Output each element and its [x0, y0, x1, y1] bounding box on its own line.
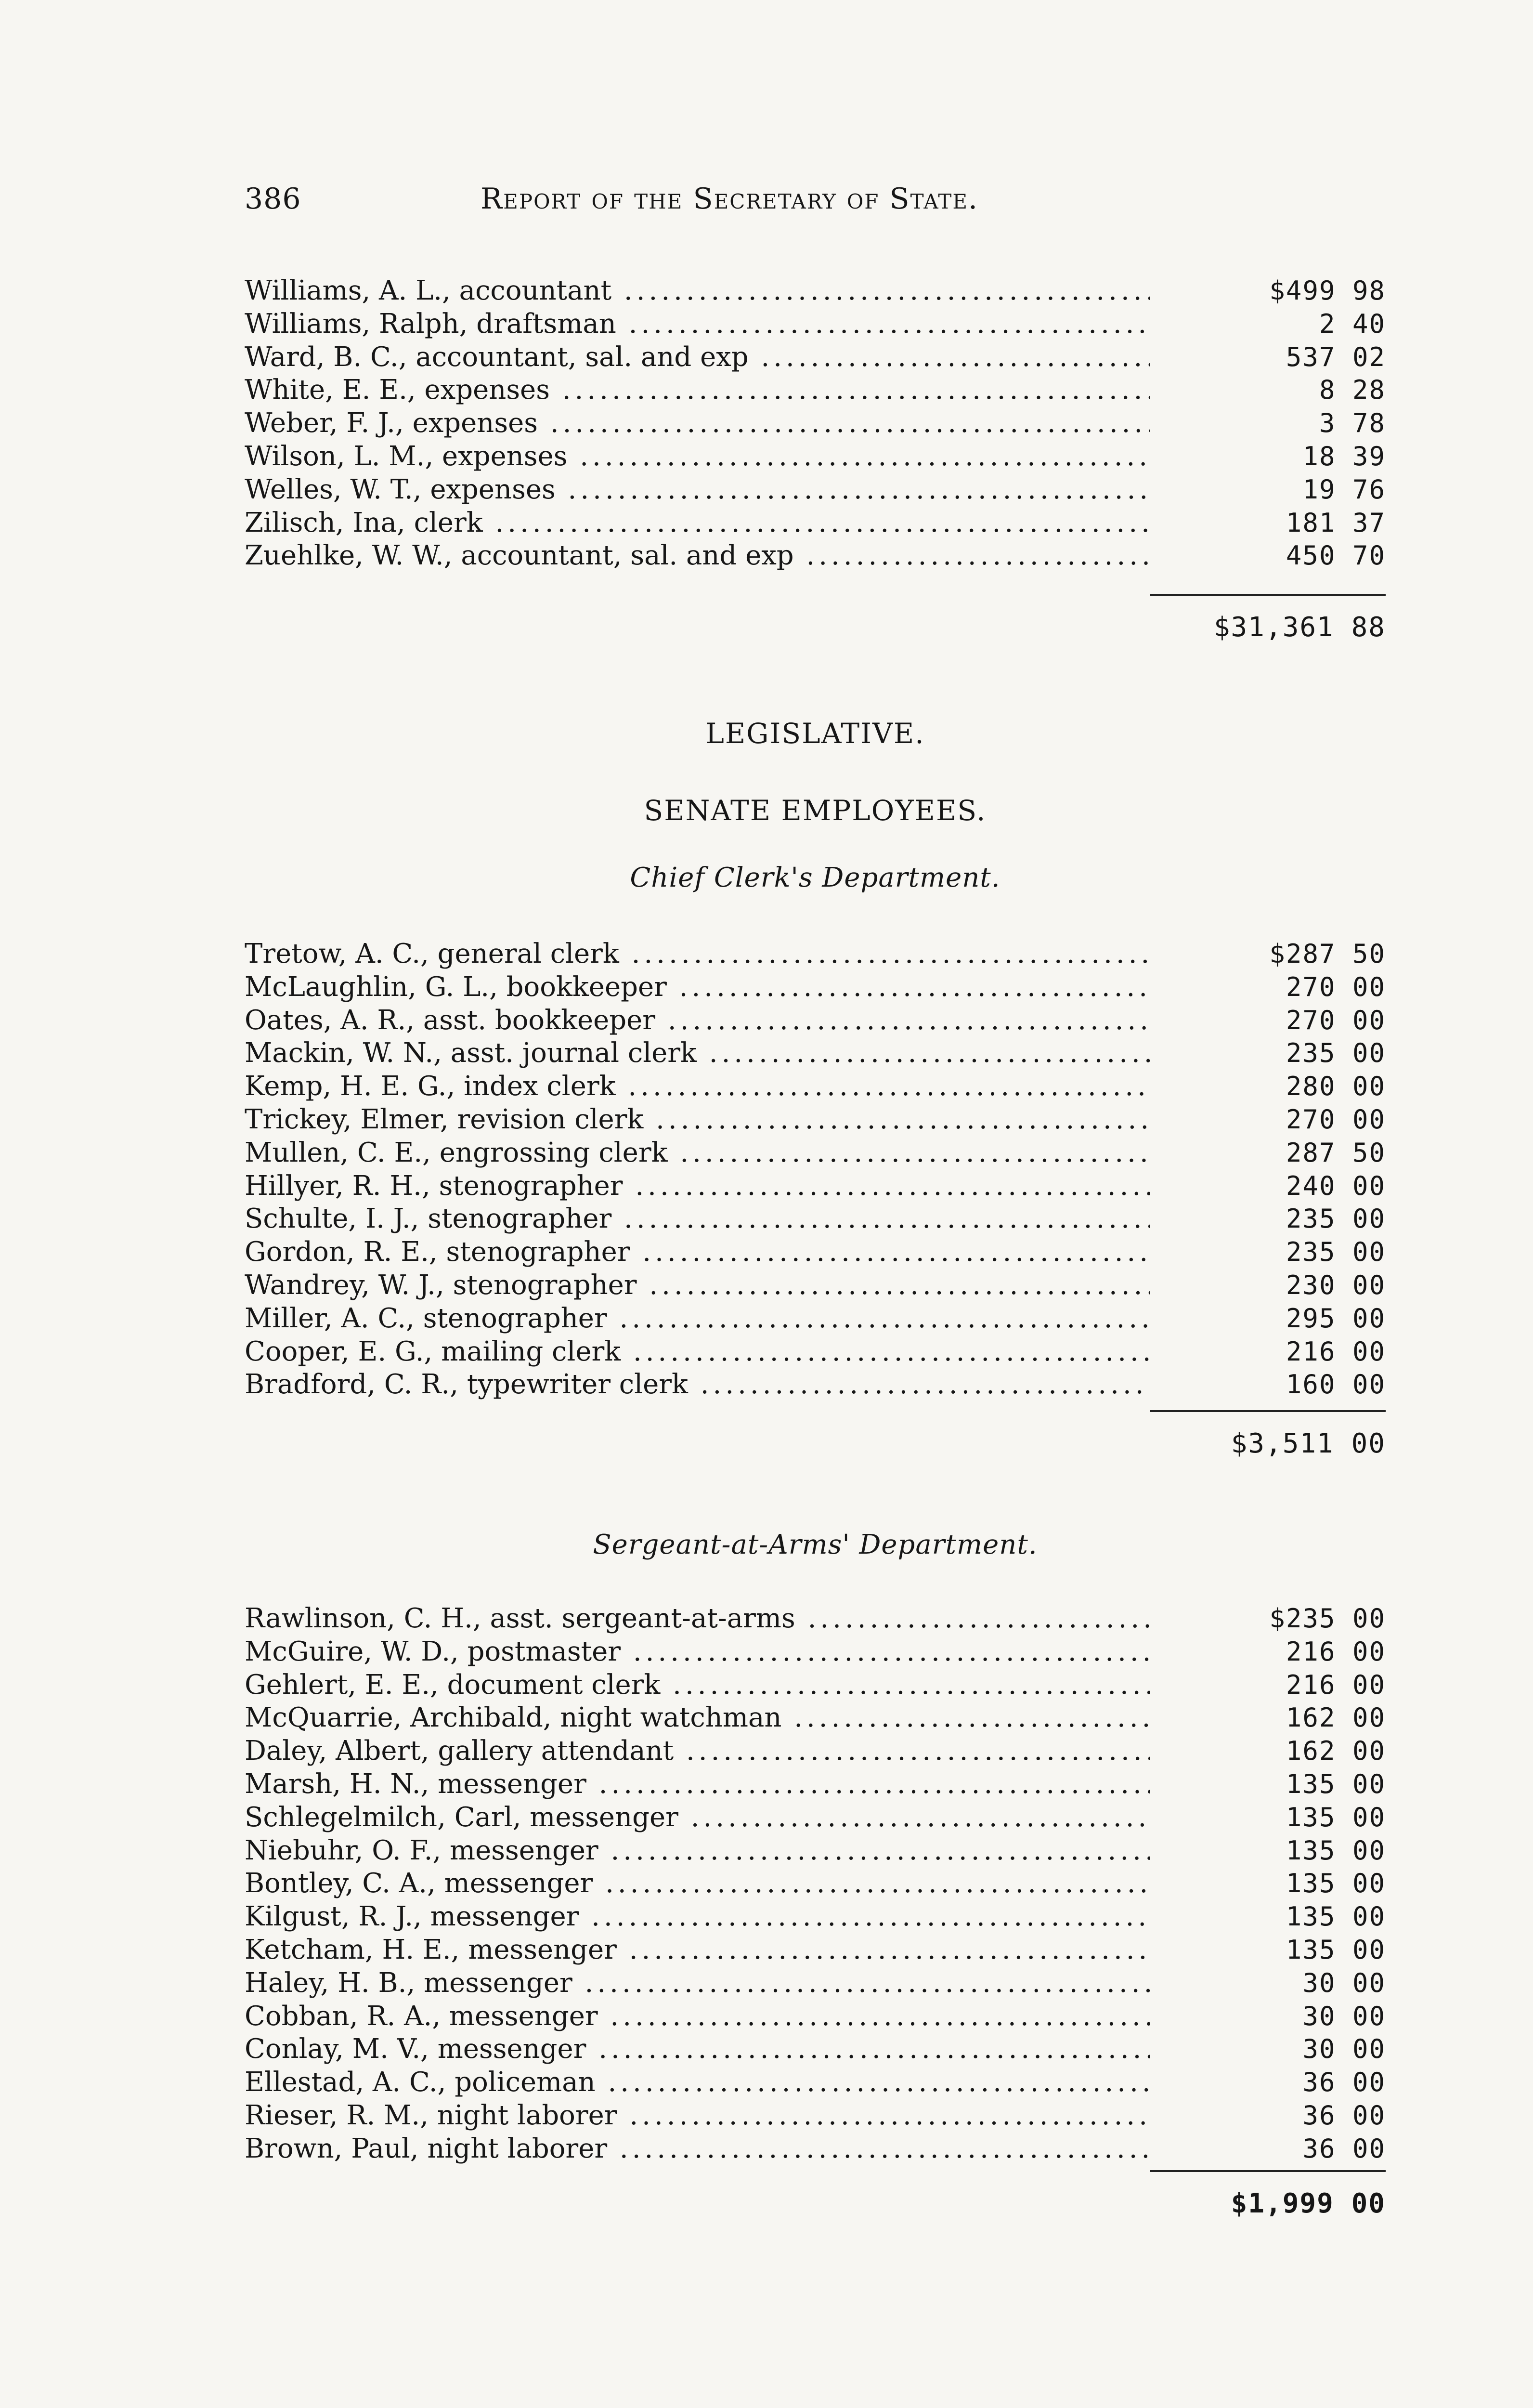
chief-clerk-ledger — [245, 938, 1386, 1401]
ledger-row — [245, 374, 1386, 407]
page-number: 386 — [245, 182, 301, 216]
row-name: McLaughlin, G. L., bookkeeper ..... — [245, 971, 1150, 1004]
row-name: Oates, A. R., asst. bookkeeper ..... — [245, 1004, 1150, 1037]
row-name: Mackin, W. N., asst. journal clerk ..... — [245, 1037, 1150, 1070]
row-name: Niebuhr, O. F., messenger ..... — [245, 1834, 1150, 1868]
row-name: Wilson, L. M., expenses ..... — [245, 440, 1150, 473]
row-name: Welles, W. T., expenses ..... — [245, 473, 1150, 507]
row-amount: 270 00 — [1286, 1005, 1386, 1035]
ledger-row — [245, 1368, 1386, 1401]
ledger-row — [245, 440, 1386, 473]
row-amount: 162 00 — [1286, 1702, 1386, 1733]
row-amount: $287 50 — [1269, 939, 1386, 969]
row-name: Miller, A. C., stenographer ..... — [245, 1302, 1150, 1335]
senate-employees-heading: SENATE EMPLOYEES. — [644, 794, 987, 827]
ledger-row — [245, 2133, 1386, 2166]
row-amount: 36 00 — [1302, 2067, 1386, 2098]
row-amount: 8 28 — [1319, 375, 1386, 406]
row-amount: 135 00 — [1286, 1768, 1386, 1799]
ledger-row — [245, 1137, 1386, 1170]
row-amount: 295 00 — [1286, 1303, 1386, 1334]
row-name: Marsh, H. N., messenger ..... — [245, 1768, 1150, 1801]
sergeant-at-arms-heading: Sergeant-at-Arms' Department. — [593, 1529, 1038, 1560]
top-total: $31,361 88 — [1213, 612, 1386, 643]
row-name: McGuire, W. D., postmaster ..... — [245, 1636, 1150, 1669]
row-amount: $499 98 — [1269, 275, 1386, 306]
ledger-row — [245, 1701, 1386, 1735]
row-name: Cooper, E. G., mailing clerk ..... — [245, 1335, 1150, 1369]
row-amount: 162 00 — [1286, 1736, 1386, 1767]
row-amount: 287 50 — [1286, 1137, 1386, 1168]
row-name: Williams, A. L., accountant ..... — [245, 275, 1150, 308]
ledger-row — [245, 1602, 1386, 1636]
chief-clerk-total: $3,511 00 — [1231, 1428, 1386, 1459]
row-name: Cobban, R. A., messenger ..... — [245, 2000, 1150, 2033]
ledger-row — [245, 275, 1386, 308]
row-name: Trickey, Elmer, revision clerk ..... — [245, 1103, 1150, 1137]
row-name: Schlegelmilch, Carl, messenger ..... — [245, 1801, 1150, 1834]
row-name: Conlay, M. V., messenger ..... — [245, 2033, 1150, 2066]
row-name: Wandrey, W. J., stenographer ..... — [245, 1269, 1150, 1302]
row-amount: 280 00 — [1286, 1071, 1386, 1102]
row-amount: 135 00 — [1286, 1901, 1386, 1932]
row-name: Weber, F. J., expenses ..... — [245, 407, 1150, 440]
ledger-row — [245, 1669, 1386, 1702]
ledger-row — [245, 1768, 1386, 1801]
ledger-row — [245, 1900, 1386, 1934]
row-name: Zuehlke, W. W., accountant, sal. and exp ..... — [245, 539, 1150, 573]
row-name: Williams, Ralph, draftsman ..... — [245, 308, 1150, 341]
row-name: Haley, H. B., messenger ..... — [245, 1967, 1150, 2000]
chief-clerk-heading: Chief Clerk's Department. — [630, 862, 1000, 893]
row-name: Schulte, I. J., stenographer ..... — [245, 1203, 1150, 1236]
row-amount: 160 00 — [1286, 1369, 1386, 1400]
row-amount: $235 00 — [1269, 1603, 1386, 1634]
row-amount: 135 00 — [1286, 1868, 1386, 1899]
row-name: Bradford, C. R., typewriter clerk ..... — [245, 1368, 1150, 1401]
row-amount: 30 00 — [1302, 1967, 1386, 1998]
row-amount: 270 00 — [1286, 971, 1386, 1002]
row-name: Kemp, H. E. G., index clerk ..... — [245, 1070, 1150, 1103]
row-amount: 36 00 — [1302, 2100, 1386, 2131]
row-amount: 30 00 — [1302, 2034, 1386, 2065]
ledger-row — [245, 1070, 1386, 1103]
row-name: Rawlinson, C. H., asst. sergeant-at-arms ..... — [245, 1602, 1150, 1636]
row-amount: 3 78 — [1319, 408, 1386, 439]
ledger-row — [245, 1103, 1386, 1137]
ledger-row — [245, 2033, 1386, 2066]
chief-clerk-total-rule — [1150, 1410, 1386, 1412]
row-amount: 216 00 — [1286, 1336, 1386, 1367]
ledger-row — [245, 2066, 1386, 2099]
row-name: Zilisch, Ina, clerk ..... — [245, 507, 1150, 540]
row-amount: 135 00 — [1286, 1934, 1386, 1965]
ledger-row — [245, 2000, 1386, 2033]
row-amount: 270 00 — [1286, 1104, 1386, 1135]
running-head — [245, 177, 1159, 221]
row-name: Bontley, C. A., messenger ..... — [245, 1867, 1150, 1900]
row-name: Tretow, A. C., general clerk ..... — [245, 938, 1150, 971]
ledger-row — [245, 938, 1386, 971]
row-amount: 181 37 — [1286, 507, 1386, 538]
row-amount: 235 00 — [1286, 1204, 1386, 1234]
row-amount: 216 00 — [1286, 1669, 1386, 1700]
ledger-row — [245, 1834, 1386, 1868]
row-amount: 230 00 — [1286, 1269, 1386, 1300]
row-amount: 216 00 — [1286, 1636, 1386, 1667]
ledger-row — [245, 1236, 1386, 1269]
row-amount: 18 39 — [1302, 441, 1386, 471]
page-header-title: Report of the Secretary of State. — [481, 182, 979, 216]
row-name: Gordon, R. E., stenographer ..... — [245, 1236, 1150, 1269]
ledger-row — [245, 1867, 1386, 1900]
ledger-row — [245, 308, 1386, 341]
row-amount: 537 02 — [1286, 341, 1386, 372]
sergeant-at-arms-ledger — [245, 1602, 1386, 2166]
ledger-row — [245, 473, 1386, 507]
row-amount: 2 40 — [1319, 308, 1386, 339]
row-amount: 240 00 — [1286, 1170, 1386, 1201]
row-name: Ward, B. C., accountant, sal. and exp ..... — [245, 341, 1150, 374]
legislative-heading: LEGISLATIVE. — [705, 717, 925, 750]
ledger-row — [245, 971, 1386, 1004]
row-name: Mullen, C. E., engrossing clerk ..... — [245, 1137, 1150, 1170]
ledger-row — [245, 1335, 1386, 1369]
row-amount: 450 70 — [1286, 540, 1386, 571]
row-name: McQuarrie, Archibald, night watchman ..... — [245, 1701, 1150, 1735]
ledger-row — [245, 1967, 1386, 2000]
ledger-row — [245, 341, 1386, 374]
ledger-row — [245, 1735, 1386, 1768]
row-amount: 135 00 — [1286, 1802, 1386, 1832]
ledger-row — [245, 1302, 1386, 1335]
row-name: Daley, Albert, gallery attendant ..... — [245, 1735, 1150, 1768]
row-name: Hillyer, R. H., stenographer ..... — [245, 1170, 1150, 1203]
ledger-row — [245, 1269, 1386, 1302]
ledger-row — [245, 539, 1386, 573]
sergeant-at-arms-total: $1,999 00 — [1231, 2188, 1386, 2219]
row-name: Brown, Paul, night laborer ..... — [245, 2133, 1150, 2166]
ledger-row — [245, 507, 1386, 540]
row-name: Gehlert, E. E., document clerk ..... — [245, 1669, 1150, 1702]
sergeant-at-arms-total-rule — [1150, 2170, 1386, 2172]
row-amount: 30 00 — [1302, 2001, 1386, 2031]
ledger-row — [245, 2099, 1386, 2133]
row-amount: 235 00 — [1286, 1038, 1386, 1069]
ledger-row — [245, 1934, 1386, 1967]
row-name: Ellestad, A. C., policeman ..... — [245, 2066, 1150, 2099]
ledger-row — [245, 1004, 1386, 1037]
row-name: Rieser, R. M., night laborer ..... — [245, 2099, 1150, 2133]
row-amount: 36 00 — [1302, 2133, 1386, 2164]
ledger-row — [245, 1636, 1386, 1669]
ledger-row — [245, 1170, 1386, 1203]
row-amount: 135 00 — [1286, 1835, 1386, 1866]
row-name: White, E. E., expenses ..... — [245, 374, 1150, 407]
ledger-row — [245, 407, 1386, 440]
row-name: Kilgust, R. J., messenger ..... — [245, 1900, 1150, 1934]
row-amount: 235 00 — [1286, 1237, 1386, 1268]
row-amount: 19 76 — [1302, 474, 1386, 505]
top-ledger — [245, 275, 1386, 573]
top-total-rule — [1150, 594, 1386, 596]
ledger-row — [245, 1801, 1386, 1834]
ledger-row — [245, 1203, 1386, 1236]
ledger-row — [245, 1037, 1386, 1070]
row-name: Ketcham, H. E., messenger ..... — [245, 1934, 1150, 1967]
